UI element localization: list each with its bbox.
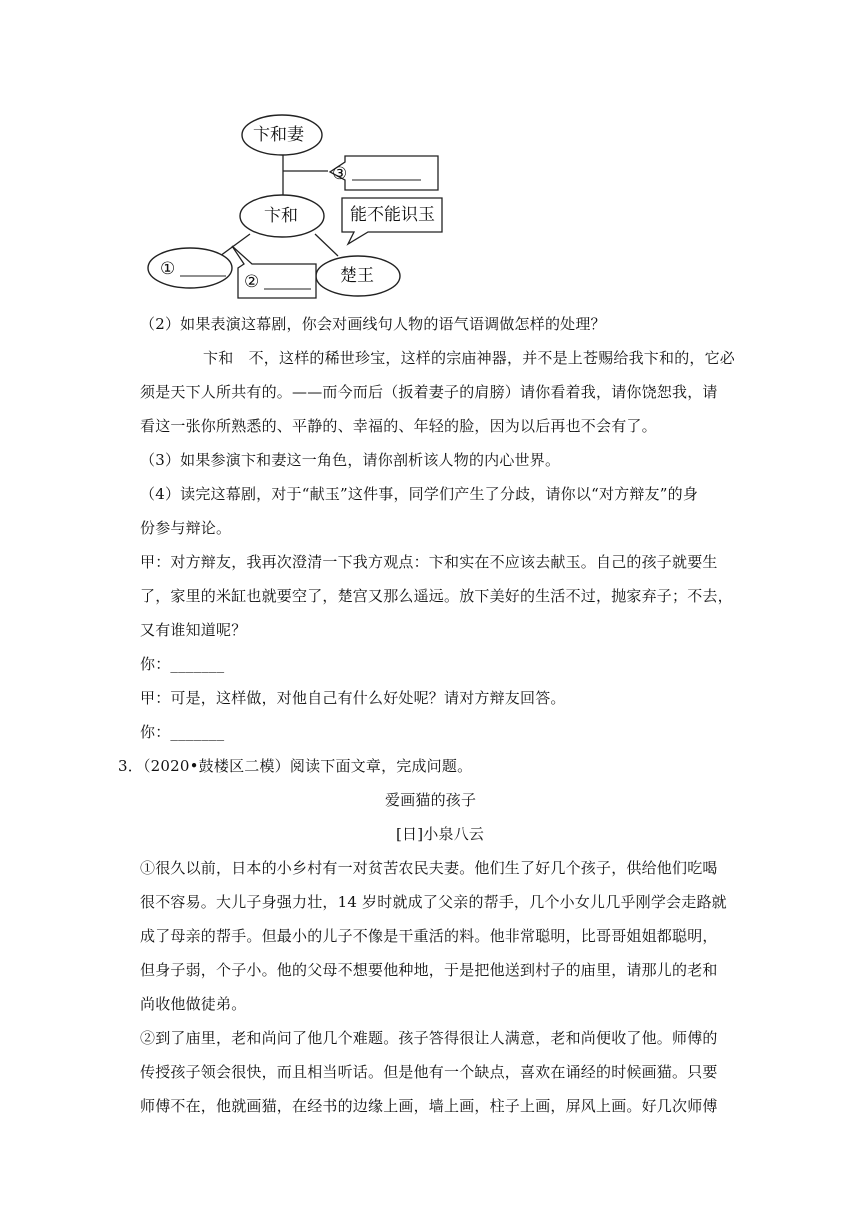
article-author: [日]小泉八云	[396, 825, 485, 843]
answer-blank: 你：_______	[140, 723, 225, 741]
article-title: 爱画猫的孩子	[385, 791, 477, 809]
question-2: （2）如果表演这幕剧，你会对画线句人物的语气语调做怎样的处理？	[140, 315, 606, 333]
character-relationship-diagram	[140, 108, 460, 308]
node-bianhe-qi-label: 卞和妻	[253, 125, 304, 145]
article-paragraph-line: 成了母亲的帮手。但最小的儿子不像是干重活的料。他非常聪明，比哥哥姐姐都聪明，	[140, 927, 718, 945]
debate-line: 又有谁知道呢？	[140, 621, 247, 639]
node-chuwang-label: 楚王	[340, 266, 374, 286]
callout-right-label: 能不能识玉	[350, 205, 435, 225]
article-paragraph-line: ②到了庙里，老和尚问了他几个难题。孩子答得很让人满意，老和尚便收了他。师傅的	[140, 1029, 718, 1047]
debate-line: 甲：对方辩友，我再次澄清一下我方观点：卞和实在不应该去献玉。自己的孩子就要生	[140, 553, 718, 571]
passage-line: 须是天下人所共有的。——而今而后（扳着妻子的肩膀）请你看着我，请你饶恕我，请	[140, 383, 718, 401]
question-4-cont: 份参与辩论。	[140, 519, 232, 537]
node-bianhe-label: 卞和	[264, 206, 298, 226]
article-paragraph-line: 但身子弱，个子小。他的父母不想要他种地，于是把他送到村子的庙里，请那儿的老和	[140, 961, 718, 979]
article-paragraph-line: ①很久以前，日本的小乡村有一对贫苦农民夫妻。他们生了好几个孩子，供给他们吃喝	[140, 859, 718, 877]
article-paragraph-line: 很不容易。大儿子身强力壮，14 岁时就成了父亲的帮手，几个小女儿几乎刚学会走路就	[140, 893, 727, 911]
callout-bottom-label: ②	[244, 272, 260, 292]
question-3: （3）如果参演卞和妻这一角色，请你剖析该人物的内心世界。	[140, 451, 561, 469]
question-4: （4）读完这幕剧，对于“献玉”这件事，同学们产生了分歧，请你以“对方辩友”的身	[140, 485, 699, 503]
article-paragraph-line: 尚收他做徒弟。	[140, 995, 247, 1013]
callout-top-label: ③	[332, 164, 348, 184]
question-3-header: 3．（2020•鼓楼区二模）阅读下面文章，完成问题。	[118, 757, 473, 775]
passage-line: 卞和 不，这样的稀世珍宝，这样的宗庙神器，并不是上苍赐给我卞和的，它必	[203, 349, 736, 367]
article-paragraph-line: 传授孩子领会很快，而且相当听话。但是他有一个缺点，喜欢在诵经的时候画猫。只要	[140, 1063, 718, 1081]
article-paragraph-line: 师傅不在，他就画猫，在经书的边缘上画，墙上画，柱子上画，屏风上画。好几次师傅	[140, 1097, 718, 1115]
answer-blank: 你：_______	[140, 655, 225, 673]
debate-line: 了，家里的米缸也就要空了，楚宫又那么遥远。放下美好的生活不过，抛家弃子；不去，	[140, 587, 733, 605]
debate-line: 甲：可是，这样做，对他自己有什么好处呢？请对方辩友回答。	[140, 689, 566, 707]
passage-line: 看这一张你所熟悉的、平静的、幸福的、年轻的脸，因为以后再也不会有了。	[140, 417, 657, 435]
node-left-label: ①	[160, 259, 176, 279]
